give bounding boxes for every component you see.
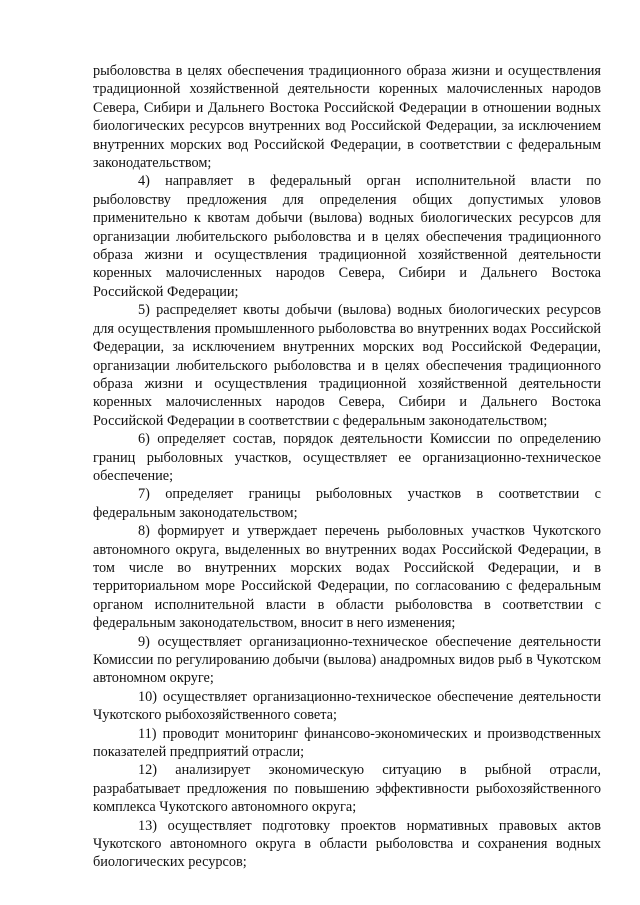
- paragraph-item-4: 4) направляет в федеральный орган исполнительной власти по рыболовству предложения для определения общих допустимых уловов применительно к квотам добычи (вылова) водных биологических ресурсов для организации любительского рыболовства и в целях обеспечения традиционного образа жизни и осуществления традиционной хозяйственной деятельности коренных малочисленных народов Севера, Сибири и Дальнего Востока Российской Федерации;: [93, 173, 601, 300]
- paragraph-item-5: 5) распределяет квоты добычи (вылова) водных биологических ресурсов для осуществления промышленного рыболовства во внутренних водах Российской Федерации, за исключением внутренних морских вод Российской Федерации, организации любительского рыболовства и в целях обеспечения традиционного образа жизни и осуществления традиционной хозяйственной деятельности коренных малочисленных народов Севера, Сибири и Дальнего Востока Российской Федерации в соответствии с федеральным законодательством;: [93, 302, 601, 429]
- paragraph-item-13: 13) осуществляет подготовку проектов нормативных правовых актов Чукотского автономного округа в области рыболовства и сохранения водных биологических ресурсов;: [93, 817, 601, 871]
- document-body: [93, 62, 601, 872]
- paragraph-item-12: 12) анализирует экономическую ситуацию в рыбной отрасли, разрабатывает предложения по повышению эффективности рыбохозяйственного комплекса Чукотского автономного округа;: [93, 762, 601, 816]
- paragraph-item-9: 9) осуществляет организационно-техническое обеспечение деятельности Комиссии по регулированию добычи (вылова) анадромных видов рыб в Чукотском автономном округе;: [93, 633, 601, 687]
- paragraph-continuation: рыболовства в целях обеспечения традиционного образа жизни и осуществления традиционной хозяйственной деятельности коренных малочисленных народов Севера, Сибири и Дальнего Востока Российской Федерации в отношении водных биологических ресурсов внутренних вод Российской Федерации, за исключением внутренних морских вод Российской Федерации, в соответствии с федеральным законодательством;: [93, 63, 601, 172]
- paragraph-item-6: 6) определяет состав, порядок деятельности Комиссии по определению границ рыболовных участков, осуществляет ее организационно-техническое обеспечение;: [93, 431, 601, 484]
- paragraph-item-8: 8) формирует и утверждает перечень рыболовных участков Чукотского автономного округа, выделенных во внутренних водах Российской Федерации, в том числе во внутренних морских водах Российской Федерации, и в территориальном море Российской Федерации, по согласованию с федеральным органом исполнительной власти в области рыболовства в соответствии с федеральным законодательством, вносит в него изменения;: [93, 523, 601, 632]
- paragraph-item-7: 7) определяет границы рыболовных участков в соответствии с федеральным законодательством;: [93, 486, 601, 521]
- paragraph-item-10: 10) осуществляет организационно-техническое обеспечение деятельности Чукотского рыбохозяйственного совета;: [93, 688, 601, 724]
- paragraph-item-11: 11) проводит мониторинг финансово-экономических и производственных показателей предприятий отрасли;: [93, 725, 601, 761]
